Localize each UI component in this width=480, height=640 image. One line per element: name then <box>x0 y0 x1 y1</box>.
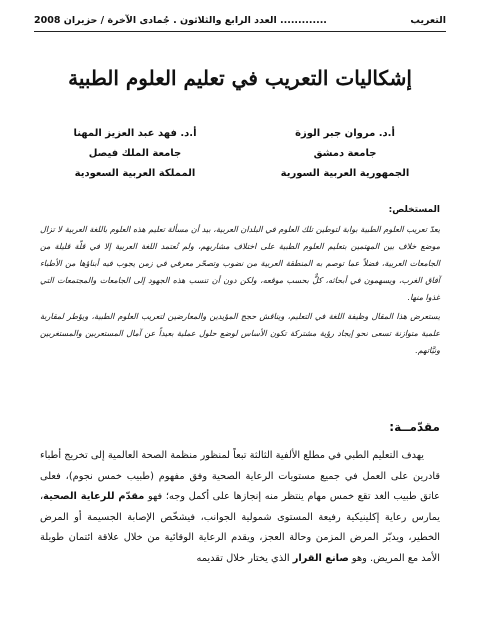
author-name: أ.د. فهد عبد العزيز المهنا <box>73 128 197 139</box>
abstract-paragraph-2: يستعرض هذا المقال وظيفة اللغة في التعليم، ويناقش حجج المؤيدين والمعارضين لتعريب العلوم الطبية، ويؤطر لمقاربة علمية متوازنة تسعى نحو إيجاد رؤية مشتركة تكون الأساس لوضع حلول عملية بعيداً عن آمال المستعربين والمستغربين ونيَّاتهم. <box>40 312 440 355</box>
author-country: المملكة العربية السعودية <box>74 168 196 179</box>
intro-body <box>40 446 440 569</box>
author-country: الجمهورية العربية السورية <box>280 168 410 179</box>
running-header <box>34 12 446 28</box>
intro-emphasis-2: صانع القرار <box>292 552 349 564</box>
author-name: أ.د. مروان جبر الوزة <box>295 128 395 139</box>
intro-emphasis-1: مقدّم للرعاية الصحية <box>43 491 145 502</box>
header-divider <box>34 31 446 32</box>
intro-text-2: ، يمارس رعاية إكلينيكية رفيعة المستوى شمولية الجوانب، فيشخّص الإصابة الجسيمة أو المرض الخطير، ويدبّر المرض المزمن وحالة العجز، ويقدم الرعاية الوقائية من خلال علاقة ائتمان طويلة الأمد مع المريض. وهو <box>40 491 440 564</box>
abstract <box>40 221 440 361</box>
abstract-label: المستخلص: <box>388 205 440 215</box>
author-affiliation: جامعة دمشق <box>313 148 377 159</box>
intro-paragraph <box>40 446 440 569</box>
abstract-paragraph-1: يعدّ تعريب العلوم الطبية بوابة لتوطين تلك العلوم في البلدان العربية، بيد أن مسألة تعليم هذه العلوم باللغة العربية لا تزال موضع خلاف بين المهتمين بتعليم العلوم الطبية على اختلاف مشاربهم، ولم تُعتمد اللغة العربية إلا في قلّة قليلة من الجامعات العربية، فضلاً عما توصم به المنطقة العربية من نضوب وتصحّر معرفي في زمن يجوب فيه أبناؤها من الأطباء آفاق الغرب، ويسهمون في أبحاثه، كلٌّ بحسب موقعه، ولكن دون أن تنسب هذه الجهود إلى الجامعات والمجتمعات التي غذوا منها. <box>40 225 440 302</box>
intro-text-3: الذي يختار خلال تقديمه <box>196 552 293 564</box>
section-heading-intro: مقدّمــة: <box>389 420 440 434</box>
journal-name: التعريب <box>410 14 446 26</box>
intro-text-1: يهدف التعليم الطبي في مطلع الألفية الثالثة تبعاً لمنظور منظمة الصحة العالمية إلى تخريج أطباء قادرين على العمل في جميع مستويات الرعاية الصحية وفق مفهوم (طبيب خمس نجوم)، فعلى عاتق طبيب الغد تقع خمس مهام ينتظر منه إنجازها على أكمل وجه؛ فهو <box>40 450 440 502</box>
author-2 <box>40 124 230 184</box>
issue-info: ............. العدد الرابع والثلاثون . جُمادى الآخرة / حزيران 2008 <box>34 14 327 26</box>
article-title: إشكاليات التعريب في تعليم العلوم الطبية <box>68 66 412 90</box>
author-1 <box>250 124 440 184</box>
author-affiliation: جامعة الملك فيصل <box>88 148 182 159</box>
